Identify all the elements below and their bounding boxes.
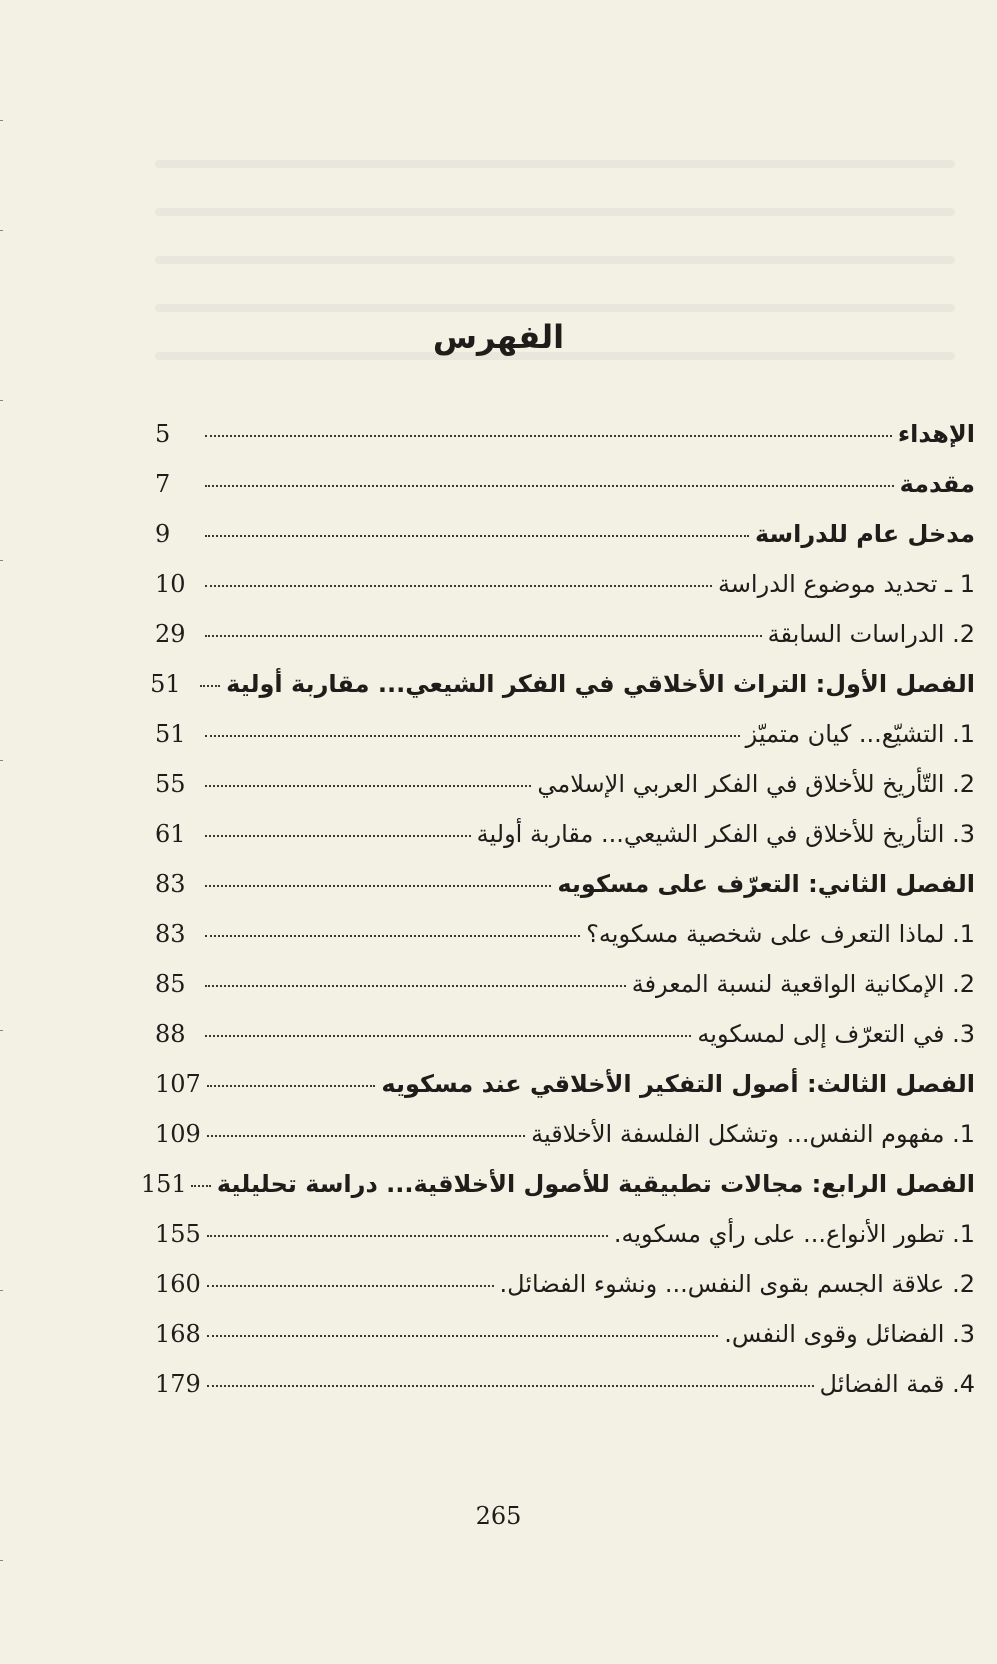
toc-entry-title: 3. الفضائل وقوى النفس.: [724, 1320, 975, 1348]
dot-leader: [207, 1085, 376, 1087]
toc-entry-title: 2. الدراسات السابقة: [767, 620, 975, 648]
toc-entry-title: 1 ـ تحديد موضوع الدراسة: [717, 570, 975, 598]
dot-leader: [205, 535, 749, 537]
toc-section-row: [155, 1020, 975, 1070]
toc-page-number: 51: [155, 720, 186, 748]
toc-section-row: [155, 1320, 975, 1370]
toc-entry-title: 1. التشيّع... كيان متميّز: [745, 720, 975, 748]
toc-page-number: 107: [155, 1070, 201, 1098]
dot-leader: [205, 885, 551, 887]
dot-leader: [207, 1135, 525, 1137]
toc-page-number: 168: [155, 1320, 201, 1348]
toc-chapter-row: [155, 470, 975, 520]
dot-leader: [205, 485, 894, 487]
toc-page-number: 85: [155, 970, 186, 998]
page-title: الفهرس: [432, 318, 565, 356]
toc-entry-title: 2. الإمكانية الواقعية لنسبة المعرفة: [631, 970, 975, 998]
dot-leader: [205, 785, 531, 787]
toc-section-row: [155, 920, 975, 970]
toc-section-row: [155, 620, 975, 670]
toc-section-row: [155, 1270, 975, 1320]
toc-page-number: 7: [155, 470, 171, 498]
toc-entry-title: 2. التّأريخ للأخلاق في الفكر العربي الإسلامي: [537, 770, 975, 798]
page-number: 265: [475, 1502, 522, 1530]
edge-mark: [0, 230, 3, 231]
toc-page-number: 55: [155, 770, 186, 798]
edge-mark: [0, 1030, 3, 1031]
toc-section-row: [155, 1370, 975, 1420]
edge-mark: [0, 400, 3, 401]
toc-section-row: [155, 1220, 975, 1270]
dot-leader: [191, 1185, 211, 1187]
dot-leader: [205, 585, 712, 587]
toc-chapter-row: [155, 420, 975, 470]
toc-chapter-row: [155, 520, 975, 570]
toc-section-row: [155, 770, 975, 820]
toc-chapter-row: [140, 1170, 975, 1220]
dot-leader: [205, 935, 580, 937]
toc-entry-title: الفصل الثالث: أصول التفكير الأخلاقي عند مسكويه: [381, 1070, 975, 1098]
toc-entry-title: الفصل الرابع: مجالات تطبيقية للأصول الأخلاقية... دراسة تحليلية: [216, 1170, 975, 1198]
toc-entry-title: 3. التأريخ للأخلاق في الفكر الشيعي... مقاربة أولية: [476, 820, 975, 848]
dot-leader: [205, 635, 762, 637]
dot-leader: [205, 735, 740, 737]
dot-leader: [207, 1285, 494, 1287]
toc-page-number: 10: [155, 570, 186, 598]
toc-page-number: 5: [155, 420, 171, 448]
dot-leader: [205, 985, 626, 987]
toc-page-number: 51: [150, 670, 181, 698]
toc-page-number: 88: [155, 1020, 186, 1048]
toc-page-number: 83: [155, 870, 186, 898]
toc-entry-title: 1. تطور الأنواع... على رأي مسكويه.: [613, 1220, 975, 1248]
toc-chapter-row: [150, 670, 975, 720]
dot-leader: [207, 1235, 608, 1237]
show-through-texture: [155, 120, 955, 420]
edge-mark: [0, 1290, 3, 1291]
toc-page-number: 160: [155, 1270, 201, 1298]
toc-section-row: [155, 1120, 975, 1170]
edge-mark: [0, 120, 3, 121]
toc-entry-title: 1. مفهوم النفس... وتشكل الفلسفة الأخلاقية: [531, 1120, 975, 1148]
toc-entry-title: 4. قمة الفضائل: [819, 1370, 975, 1398]
dot-leader: [205, 1035, 691, 1037]
toc-page-number: 109: [155, 1120, 201, 1148]
toc-entry-title: 2. علاقة الجسم بقوى النفس... ونشوء الفضائل.: [499, 1270, 975, 1298]
toc-page-number: 9: [155, 520, 171, 548]
edge-mark: [0, 560, 3, 561]
toc-section-row: [155, 970, 975, 1020]
toc-section-row: [155, 820, 975, 870]
dot-leader: [207, 1335, 718, 1337]
table-of-contents: [140, 420, 975, 1420]
dot-leader: [207, 1385, 814, 1387]
dot-leader: [205, 435, 892, 437]
toc-entry-title: الفصل الثاني: التعرّف على مسكويه: [557, 870, 975, 898]
toc-chapter-row: [155, 870, 975, 920]
toc-entry-title: الإهداء: [897, 420, 975, 448]
toc-entry-title: 1. لماذا التعرف على شخصية مسكويه؟: [586, 920, 975, 948]
toc-page-number: 179: [155, 1370, 201, 1398]
toc-page-number: 83: [155, 920, 186, 948]
toc-page-number: 61: [155, 820, 186, 848]
toc-page-number: 29: [155, 620, 186, 648]
toc-chapter-row: [155, 1070, 975, 1120]
toc-page-number: 151: [140, 1170, 187, 1198]
dot-leader: [205, 835, 471, 837]
edge-mark: [0, 1560, 3, 1561]
toc-section-row: [155, 570, 975, 620]
edge-mark: [0, 760, 3, 761]
toc-section-row: [155, 720, 975, 770]
toc-entry-title: الفصل الأول: التراث الأخلاقي في الفكر الشيعي... مقاربة أولية: [226, 670, 975, 698]
toc-entry-title: مدخل عام للدراسة: [754, 520, 975, 548]
toc-page-number: 155: [155, 1220, 201, 1248]
dot-leader: [200, 685, 220, 687]
toc-entry-title: مقدمة: [899, 470, 975, 498]
toc-entry-title: 3. في التعرّف إلى لمسكويه: [697, 1020, 975, 1048]
